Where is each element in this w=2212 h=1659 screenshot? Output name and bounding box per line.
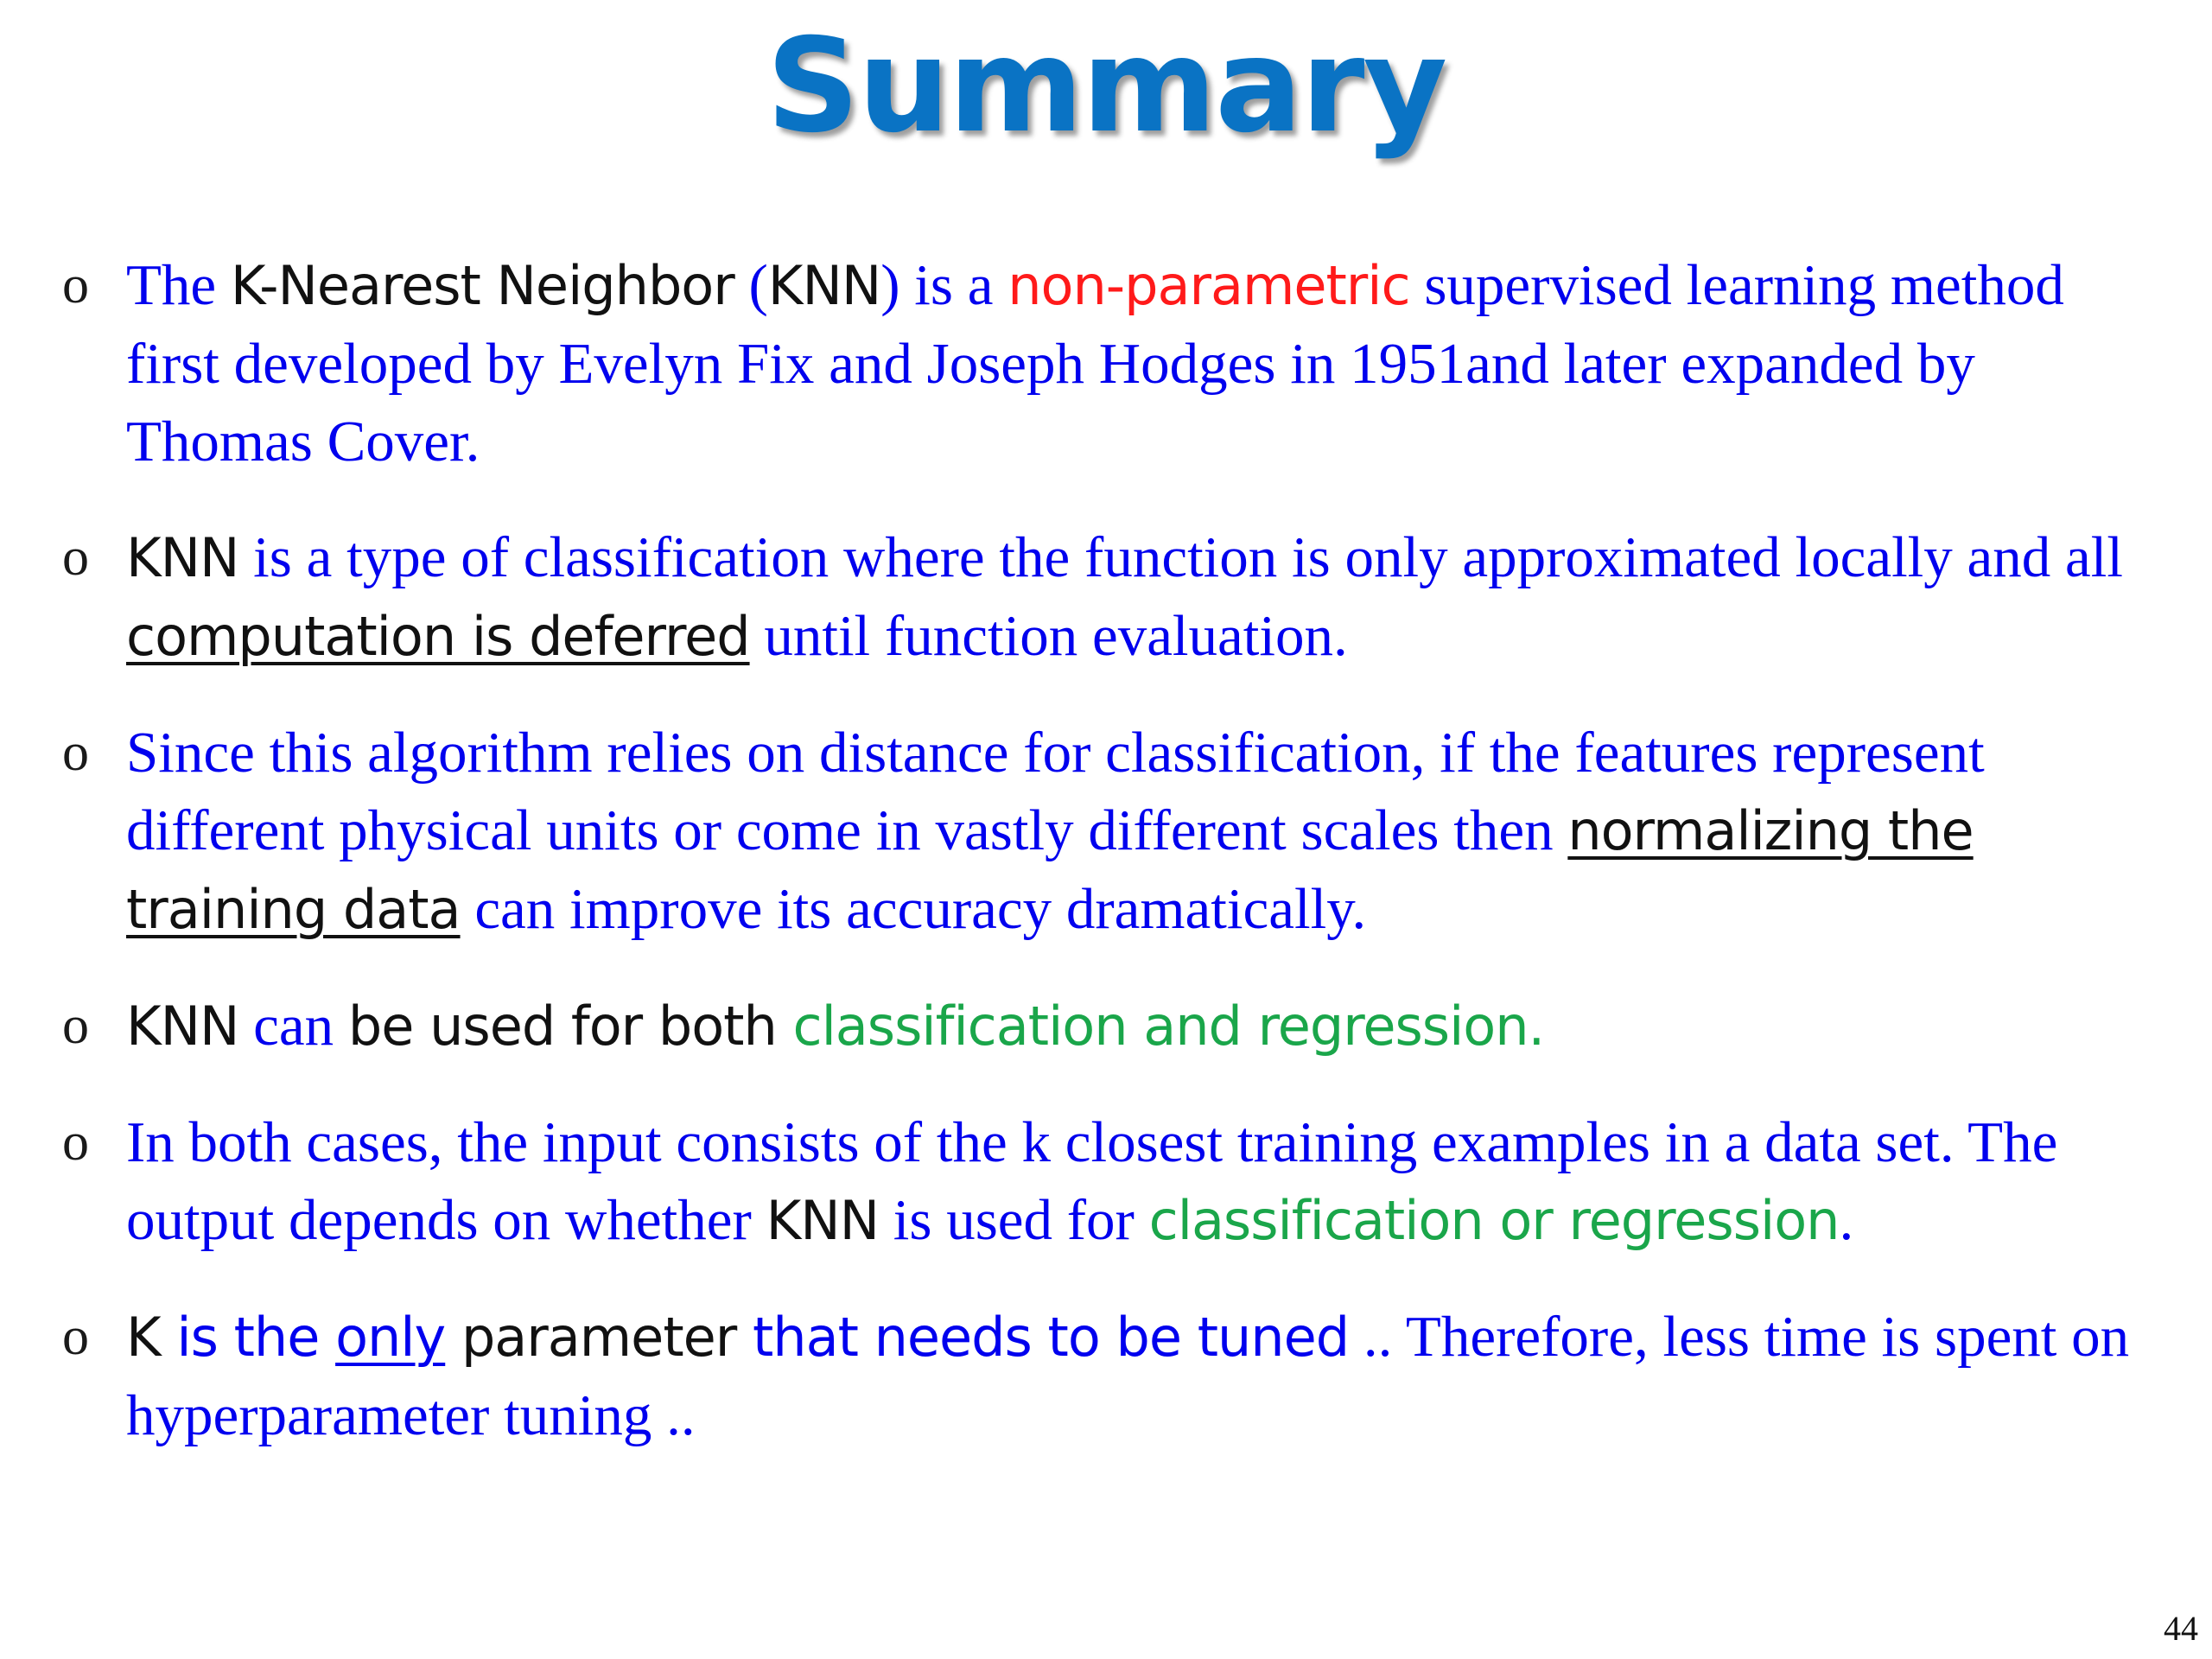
slide-title: Summary <box>766 11 1446 162</box>
bullet-item-k-parameter <box>62 1298 2162 1454</box>
term-normalizing-training-data: normalizing the training data <box>126 799 1974 941</box>
bullet-text: can improve its accuracy dramatically. <box>460 877 1367 941</box>
term-knn: KNN <box>766 1189 879 1252</box>
term-computation-deferred: computation is deferred <box>126 605 750 668</box>
bullet-item-normalization <box>62 714 2162 949</box>
bullet-item-knn-definition <box>62 246 2162 480</box>
bullet-text-emphasis: that needs to be tuned <box>736 1306 1350 1369</box>
bullet-list <box>62 246 2162 1454</box>
term-classification-regression: classification and regression. <box>792 995 1545 1058</box>
bullet-item-classification-regression <box>62 987 2162 1065</box>
bullet-text: ) is a <box>880 253 1008 317</box>
bullet-item-knn-classification <box>62 518 2162 676</box>
bullet-marker-icon: o <box>62 256 89 315</box>
bullet-marker-icon: o <box>62 1113 89 1172</box>
term-knn: KNN <box>767 254 881 317</box>
bullet-text: until function evaluation. <box>749 604 1348 668</box>
bullet-text: can <box>238 994 348 1058</box>
bullet-text: Since this algorithm relies on distance for classification, if the features represent different physical units or come in vastly different scales then <box>126 721 1985 862</box>
term-non-parametric: non-parametric <box>1007 254 1410 317</box>
term-classification-or-regression: classification or regression <box>1148 1189 1840 1252</box>
bullet-text: supervised learning method first developed by Evelyn Fix and Joseph Hodges in 1951and later expanded by Thomas Cover. <box>126 253 2064 474</box>
bullet-item-input-output <box>62 1103 2162 1260</box>
bullet-marker-icon: o <box>62 1307 89 1366</box>
bullet-text: ( <box>734 253 768 317</box>
term-parameter: parameter <box>445 1306 737 1369</box>
bullet-text-emphasis: is the <box>160 1306 336 1369</box>
term-knn: KNN <box>126 526 239 589</box>
bullet-text: The <box>126 253 231 317</box>
bullet-marker-icon: o <box>62 996 89 1055</box>
page-number: 44 <box>2164 1609 2198 1648</box>
bullet-marker-icon: o <box>62 723 89 782</box>
bullet-text-emphasis: be used for both <box>347 995 793 1058</box>
term-only: only <box>335 1306 446 1369</box>
bullet-text: . <box>1839 1188 1854 1252</box>
term-k-nearest-neighbor: K-Nearest Neighbor <box>230 254 734 317</box>
bullet-text: is a type of classification where the function is only approximated locally and all <box>238 525 2123 589</box>
bullet-text: In both cases, the input consists of the k closest training examples in a data set. The output depends on whether <box>126 1110 2058 1252</box>
term-k: K <box>126 1306 161 1369</box>
bullet-text: .. Therefore, less time is spent on hyperparameter tuning .. <box>126 1305 2130 1447</box>
bullet-text: is used for <box>879 1188 1149 1252</box>
bullet-marker-icon: o <box>62 528 89 587</box>
term-knn: KNN <box>126 995 239 1058</box>
